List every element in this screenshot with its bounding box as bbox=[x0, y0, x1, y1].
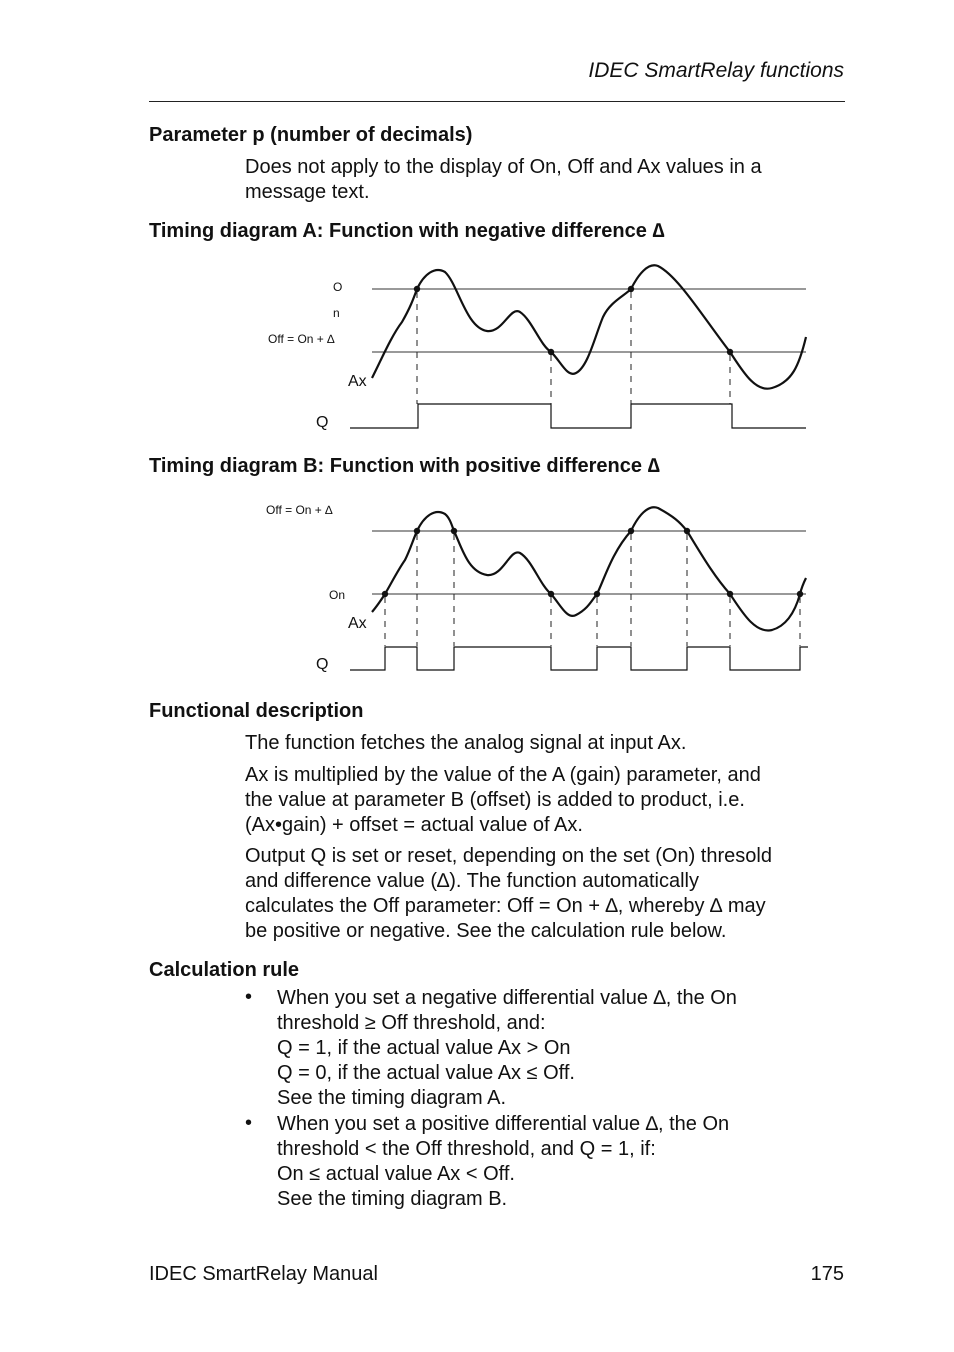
functional-paragraph-3 bbox=[245, 844, 845, 944]
diagram-a-on-label-2: n bbox=[333, 306, 340, 320]
diagram-a-on-label-1: O bbox=[333, 280, 343, 294]
diagram-b-analog-signal bbox=[372, 507, 806, 630]
timing-diagram-a bbox=[0, 250, 954, 440]
header-rule bbox=[149, 101, 845, 102]
functional-line: and difference value (∆). The function automatically bbox=[245, 870, 699, 892]
diagram-b-crossing-point bbox=[548, 591, 554, 597]
diagram-b-q-output bbox=[350, 647, 808, 670]
bullet-marker: • bbox=[245, 986, 253, 1008]
param-text bbox=[245, 155, 845, 205]
diagram-a-analog-signal bbox=[372, 265, 806, 388]
diagram-b-on-label: On bbox=[329, 588, 346, 602]
calc-line: Q = 1, if the actual value Ax > On bbox=[277, 1037, 571, 1059]
diagram-a-off-label: Off = On + ∆ bbox=[268, 332, 335, 346]
diagram-b-off-label: Off = On + ∆ bbox=[266, 503, 333, 517]
diagram-b-crossing-point bbox=[594, 591, 600, 597]
functional-line: be positive or negative. See the calculation rule below. bbox=[245, 920, 727, 942]
param-heading: Parameter p (number of decimals) bbox=[149, 124, 473, 146]
param-text-line: message text. bbox=[245, 181, 370, 203]
page-number: 175 bbox=[810, 1263, 844, 1285]
bullet-marker: • bbox=[245, 1112, 253, 1134]
diagram-a-q-output bbox=[350, 404, 806, 428]
diagram-a-ax-label: Ax bbox=[348, 373, 367, 390]
calc-line: On ≤ actual value Ax < Off. bbox=[277, 1163, 515, 1185]
functional-line: calculates the Off parameter: Off = On + ∆, whereby ∆ may bbox=[245, 895, 766, 917]
calc-line: Q = 0, if the actual value Ax ≤ Off. bbox=[277, 1062, 575, 1084]
diagram-a-crossing-point bbox=[414, 286, 420, 292]
calc-line: When you set a negative differential value ∆, the On bbox=[277, 987, 737, 1009]
footer-manual-title: IDEC SmartRelay Manual bbox=[149, 1263, 378, 1285]
running-header: IDEC SmartRelay functions bbox=[588, 59, 844, 82]
functional-paragraph-2 bbox=[245, 763, 845, 838]
diagram-a-crossing-point bbox=[548, 349, 554, 355]
diagram-a-crossing-point bbox=[628, 286, 634, 292]
functional-heading: Functional description bbox=[149, 700, 364, 722]
calc-bullet-2 bbox=[277, 1112, 729, 1212]
diagram-b-crossing-point bbox=[414, 528, 420, 534]
calc-line: See the timing diagram B. bbox=[277, 1188, 508, 1210]
functional-line: Output Q is set or reset, depending on the set (On) thresold bbox=[245, 845, 772, 867]
param-text-line: Does not apply to the display of On, Off and Ax values in a bbox=[245, 156, 762, 178]
diagram-b-heading: Timing diagram B: Function with positive difference ∆ bbox=[149, 455, 660, 477]
calc-line: When you set a positive differential value ∆, the On bbox=[277, 1113, 730, 1135]
diagram-b-crossing-point bbox=[451, 528, 457, 534]
calc-line: See the timing diagram A. bbox=[277, 1087, 507, 1109]
diagram-a-heading: Timing diagram A: Function with negative difference ∆ bbox=[149, 220, 665, 242]
diagram-b-crossing-point bbox=[628, 528, 634, 534]
functional-line: the value at parameter B (offset) is added to product, i.e. bbox=[245, 789, 745, 811]
diagram-a-crossing-point bbox=[727, 349, 733, 355]
functional-paragraph-1 bbox=[245, 731, 845, 756]
functional-line: Ax is multiplied by the value of the A (gain) parameter, and bbox=[245, 764, 761, 786]
diagram-b-q-label: Q bbox=[316, 656, 329, 673]
calc-line: threshold ≥ Off threshold, and: bbox=[277, 1012, 546, 1034]
calc-bullet-1 bbox=[277, 986, 737, 1111]
diagram-b-ax-label: Ax bbox=[348, 615, 367, 632]
diagram-a-crossing-points bbox=[414, 286, 733, 355]
timing-diagram-b bbox=[0, 492, 954, 682]
calc-line: threshold < the Off threshold, and Q = 1, if: bbox=[277, 1138, 656, 1160]
diagram-b-crossing-points bbox=[382, 528, 803, 597]
diagram-b-crossing-point bbox=[797, 591, 803, 597]
diagram-b-dashed-guides bbox=[385, 534, 800, 646]
diagram-b-crossing-point bbox=[684, 528, 690, 534]
diagram-b-crossing-point bbox=[382, 591, 388, 597]
calc-heading: Calculation rule bbox=[149, 959, 300, 981]
diagram-b-crossing-point bbox=[727, 591, 733, 597]
functional-line: (Ax•gain) + offset = actual value of Ax. bbox=[245, 814, 583, 836]
diagram-a-q-label: Q bbox=[316, 414, 329, 431]
functional-line: The function fetches the analog signal at input Ax. bbox=[245, 732, 687, 754]
